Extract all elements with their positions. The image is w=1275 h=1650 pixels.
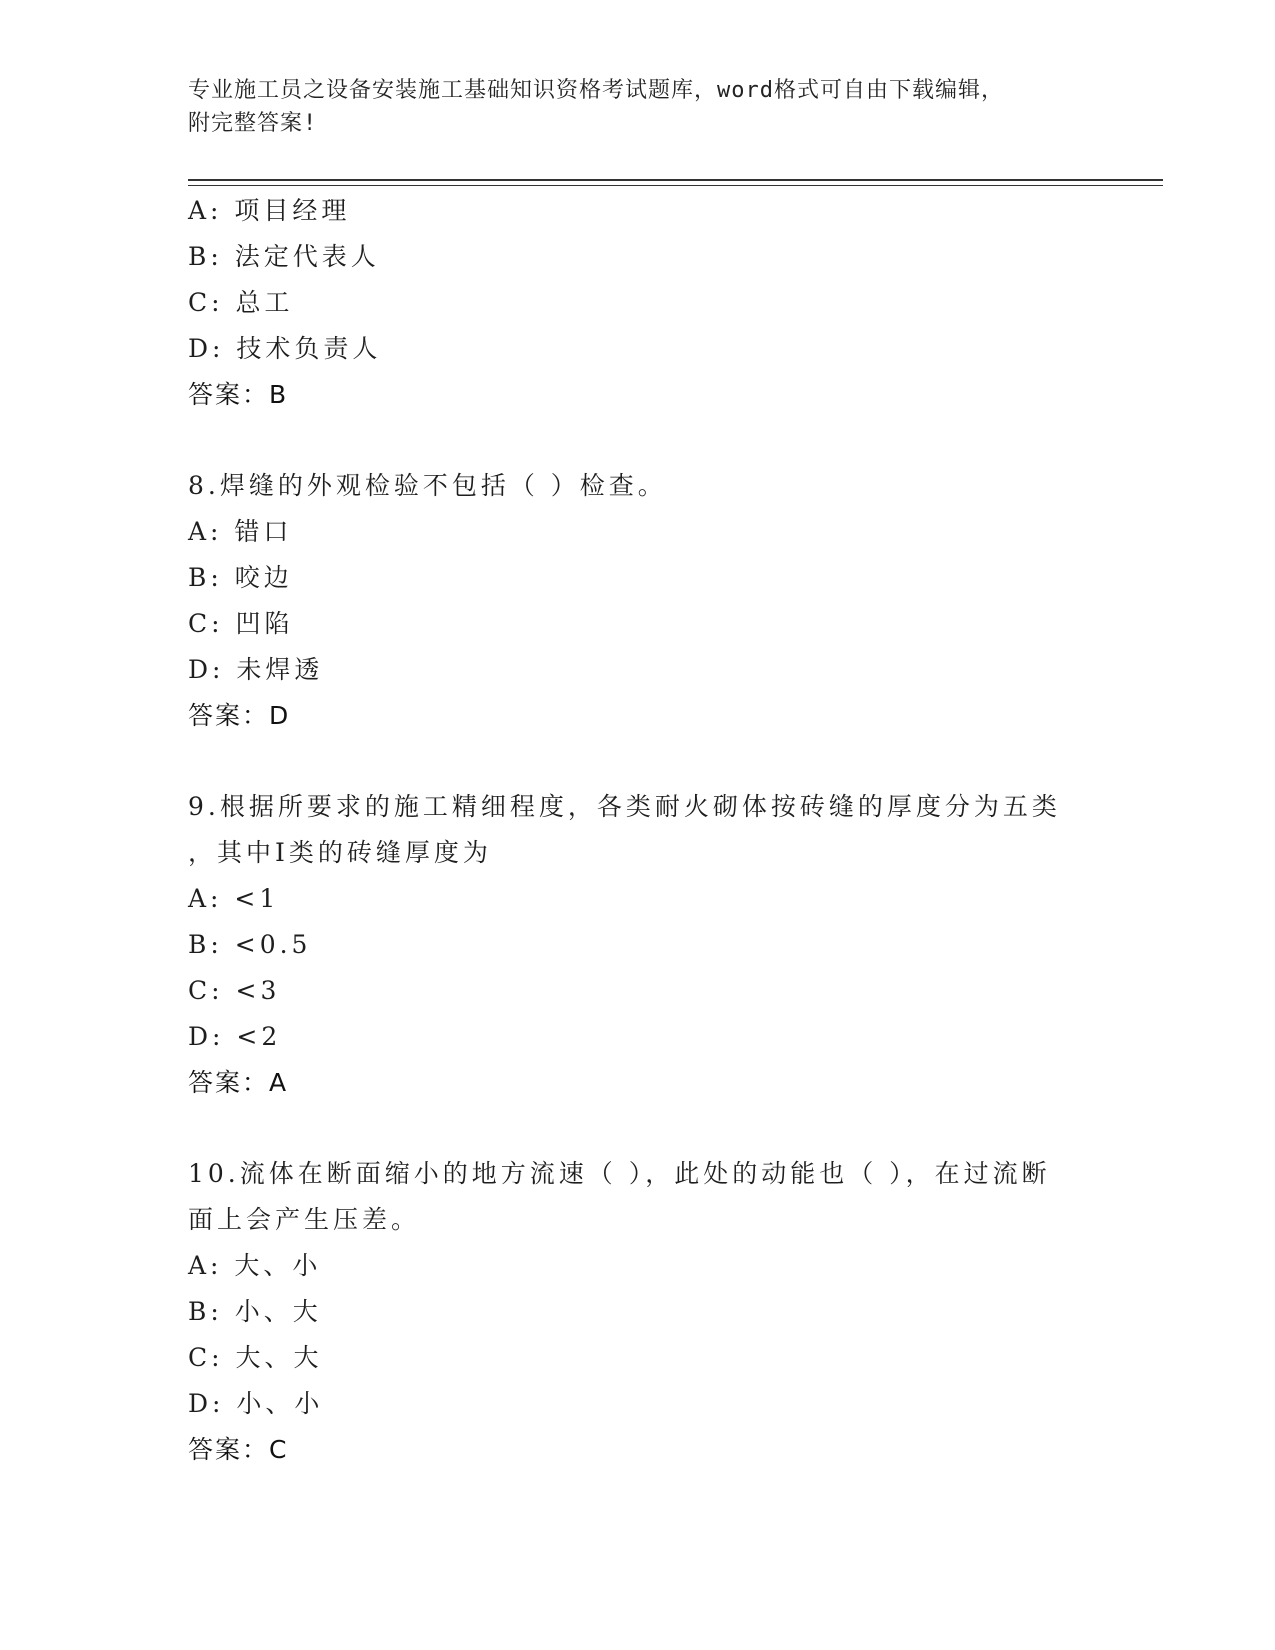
option-b: B: 法定代表人	[188, 242, 380, 271]
spacer	[188, 1106, 1148, 1151]
option-c: C: 总工	[188, 288, 294, 317]
option-b: B: <0.5	[188, 930, 312, 959]
answer-line: 答案：A	[188, 1068, 289, 1097]
question-stem-line-1: 9.根据所要求的施工精细程度，各类耐火砌体按砖缝的厚度分为五类	[188, 792, 1061, 821]
question-7-partial	[188, 188, 1148, 418]
question-8	[188, 463, 1148, 739]
option-c: C: 大、大	[188, 1343, 323, 1372]
option-d: D: <2	[188, 1022, 282, 1051]
question-list	[188, 188, 1148, 1473]
option-b: B: 咬边	[188, 563, 293, 592]
header-divider-thin	[188, 185, 1163, 186]
answer-line: 答案：B	[188, 380, 289, 409]
header-line-2: 附完整答案!	[188, 111, 318, 136]
option-d: D: 未焊透	[188, 655, 324, 684]
option-c: C: <3	[188, 976, 281, 1005]
document-header	[188, 74, 1088, 140]
option-d: D: 小、小	[188, 1389, 324, 1418]
header-line-1: 专业施工员之设备安装施工基础知识资格考试题库，word格式可自由下载编辑，	[188, 78, 1004, 103]
answer-line: 答案：C	[188, 1435, 289, 1464]
option-a: A: 错口	[188, 517, 293, 546]
option-c: C: 凹陷	[188, 609, 294, 638]
question-stem: 8.焊缝的外观检验不包括（ ）检查。	[188, 471, 667, 500]
spacer	[188, 418, 1148, 463]
spacer	[188, 739, 1148, 784]
question-10	[188, 1151, 1148, 1473]
option-d: D: 技术负责人	[188, 334, 382, 363]
question-9	[188, 784, 1148, 1106]
question-stem-line-2: ，其中Ⅰ类的砖缝厚度为	[188, 838, 492, 867]
option-a: A: <1	[188, 884, 280, 913]
option-a: A: 项目经理	[188, 196, 351, 225]
answer-line: 答案：D	[188, 701, 291, 730]
question-stem-line-2: 面上会产生压差。	[188, 1205, 421, 1234]
option-b: B: 小、大	[188, 1297, 322, 1326]
header-divider-thick	[188, 179, 1163, 181]
question-stem-line-1: 10.流体在断面缩小的地方流速（ ），此处的动能也（ ），在过流断	[188, 1159, 1051, 1188]
option-a: A: 大、小	[188, 1251, 322, 1280]
